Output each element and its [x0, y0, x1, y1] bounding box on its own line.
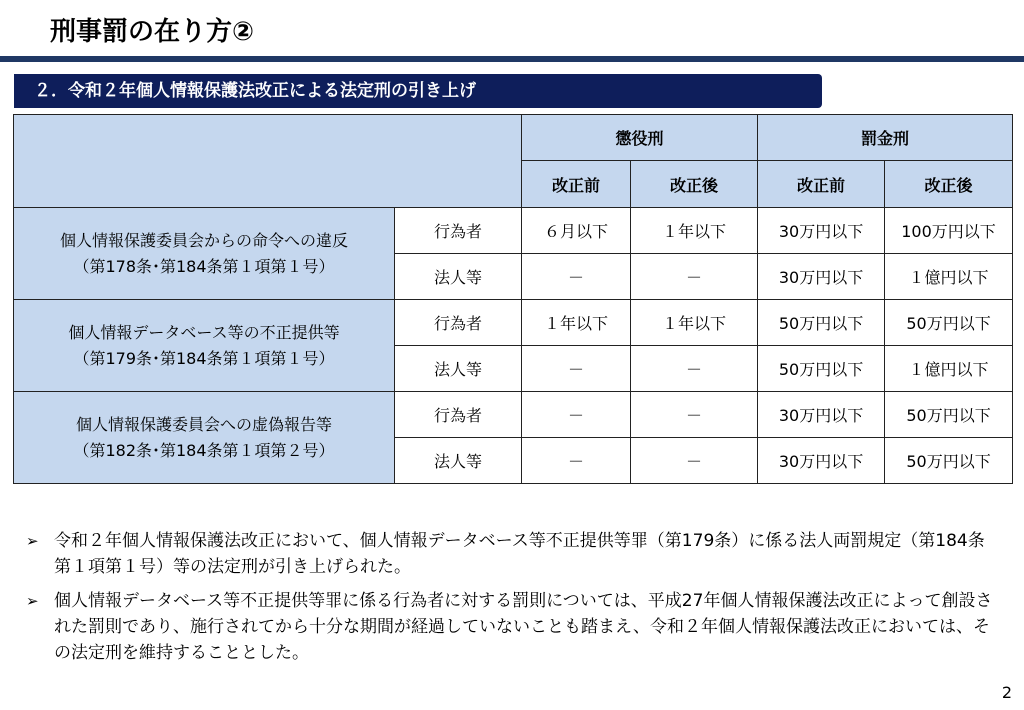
subject-cell: 行為者	[395, 208, 522, 254]
value-cell: ６月以下	[522, 208, 631, 254]
value-cell: 30万円以下	[758, 392, 885, 438]
bullet-text: 令和２年個人情報保護法改正において、個人情報データベース等不正提供等罪（第179条）に係る法人両罰規定（第184条第１項第１号）等の法定刑が引き上げられた。	[54, 531, 985, 577]
table-row	[14, 208, 1013, 254]
category-articles: （第178条･第184条第１項第１号）	[73, 256, 335, 276]
value-cell: －	[631, 438, 758, 484]
bullet-list	[26, 528, 1001, 674]
value-cell: －	[522, 346, 631, 392]
category-cell	[14, 392, 395, 484]
group-header-imprisonment: 懲役刑	[522, 115, 758, 161]
value-cell: 50万円以下	[885, 300, 1013, 346]
value-cell: －	[631, 346, 758, 392]
value-cell: －	[631, 254, 758, 300]
value-cell: －	[522, 254, 631, 300]
category-cell	[14, 300, 395, 392]
value-cell: 30万円以下	[758, 254, 885, 300]
bullet-text: 個人情報データベース等不正提供等罪に係る行為者に対する罰則については、平成27年個人情報保護法改正によって創設された罰則であり、施行されてから十分な期間が経過していないことも踏まえ、令和２年個人情報保護法改正においては、その法定刑を維持することとした。	[54, 591, 993, 663]
value-cell: １億円以下	[885, 254, 1013, 300]
value-cell: １年以下	[522, 300, 631, 346]
group-header-fine: 罰金刑	[758, 115, 1013, 161]
value-cell: １年以下	[631, 300, 758, 346]
value-cell: －	[631, 392, 758, 438]
category-name: 個人情報保護委員会からの命令への違反	[59, 230, 348, 250]
category-articles: （第179条･第184条第１項第１号）	[73, 348, 335, 368]
page-number: 2	[1001, 683, 1012, 702]
value-cell: 50万円以下	[885, 438, 1013, 484]
value-cell: －	[522, 438, 631, 484]
subject-cell: 法人等	[395, 254, 522, 300]
value-cell: 50万円以下	[758, 346, 885, 392]
subject-cell: 法人等	[395, 438, 522, 484]
subject-cell: 行為者	[395, 300, 522, 346]
arrow-bullet-icon: ➢	[26, 532, 39, 550]
page-title: 刑事罰の在り方②	[50, 17, 255, 47]
section-heading: ２．令和２年個人情報保護法改正による法定刑の引き上げ	[14, 74, 822, 108]
category-name: 個人情報保護委員会への虚偽報告等	[75, 414, 332, 434]
penalty-table	[13, 114, 1013, 484]
sub-header: 改正後	[631, 161, 758, 208]
value-cell: 50万円以下	[758, 300, 885, 346]
category-name: 個人情報データベース等の不正提供等	[68, 322, 340, 342]
arrow-bullet-icon: ➢	[26, 592, 39, 610]
sub-header: 改正前	[522, 161, 631, 208]
value-cell: 50万円以下	[885, 392, 1013, 438]
value-cell: 30万円以下	[758, 208, 885, 254]
subject-cell: 法人等	[395, 346, 522, 392]
value-cell: １億円以下	[885, 346, 1013, 392]
category-articles: （第182条･第184条第１項第２号）	[73, 440, 335, 460]
bullet-item	[26, 528, 1001, 580]
table-row	[14, 392, 1013, 438]
sub-header: 改正後	[885, 161, 1013, 208]
table-corner	[14, 115, 522, 208]
value-cell: １年以下	[631, 208, 758, 254]
bullet-item	[26, 588, 1001, 666]
category-cell	[14, 208, 395, 300]
table-row	[14, 300, 1013, 346]
value-cell: －	[522, 392, 631, 438]
value-cell: 30万円以下	[758, 438, 885, 484]
sub-header: 改正前	[758, 161, 885, 208]
subject-cell: 行為者	[395, 392, 522, 438]
title-divider	[0, 56, 1024, 62]
value-cell: 100万円以下	[885, 208, 1013, 254]
